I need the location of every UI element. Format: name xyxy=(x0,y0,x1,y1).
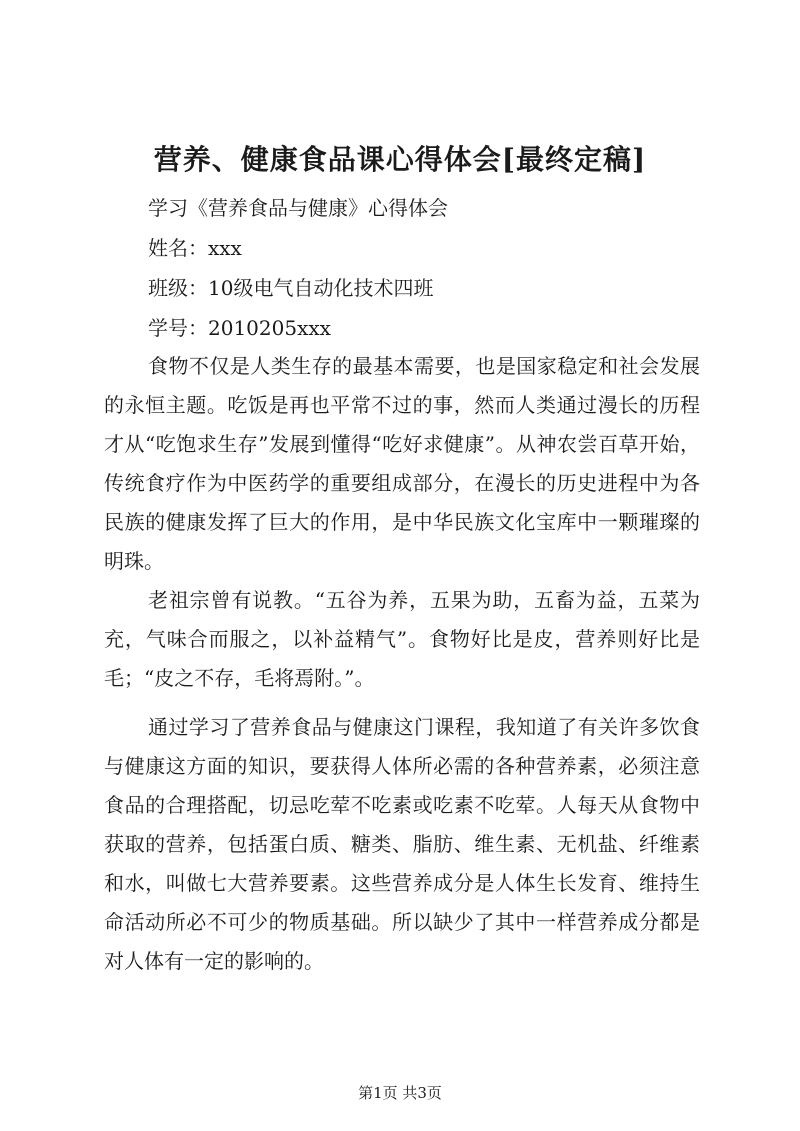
document-subtitle: 学习《营养食品与健康》心得体会 xyxy=(148,196,448,220)
name-line: 姓名：xxx xyxy=(148,236,242,260)
document-title: 营养、健康食品课心得体会[最终定稿] xyxy=(153,143,647,176)
student-id-line: 学号：2010205xxx xyxy=(148,316,331,340)
page-footer: 第1页 共3页 xyxy=(358,1084,442,1102)
paragraph-1: 食物不仅是人类生存的最基本需要，也是国家稳定和社会发展的永恒主题。吃饭是再也平常不过的事，然而人类通过漫长的历程才从“吃饱求生存”发展到懂得“吃好求健康”。从神农尝百草开始，传统食疗作为中医药学的重要组成部分，在漫长的历史进程中为各民族的健康发挥了巨大的作用，是中华民族文化宝库中一颗璀璨的明珠。 xyxy=(104,354,700,573)
paragraph-2: 老祖宗曾有说教。“五谷为养，五果为助，五畜为益，五菜为充，气味合而服之，以补益精气”。食物好比是皮，营养则好比是毛；“皮之不存，毛将焉附。”。 xyxy=(104,588,700,690)
class-line: 班级：10级电气自动化技术四班 xyxy=(148,276,434,300)
paragraph-3: 通过学习了营养食品与健康这门课程，我知道了有关许多饮食与健康这方面的知识，要获得人体所必需的各种营养素，必须注意食品的合理搭配，切忌吃荤不吃素或吃素不吃荤。人每天从食物中获取的营养，包括蛋白质、糖类、脂肪、维生素、无机盐、纤维素和水，叫做七大营养要素。这些营养成分是人体生长发育、维持生命活动所必不可少的物质基础。所以缺少了其中一样营养成分都是对人体有一定的影响的。 xyxy=(104,715,700,973)
